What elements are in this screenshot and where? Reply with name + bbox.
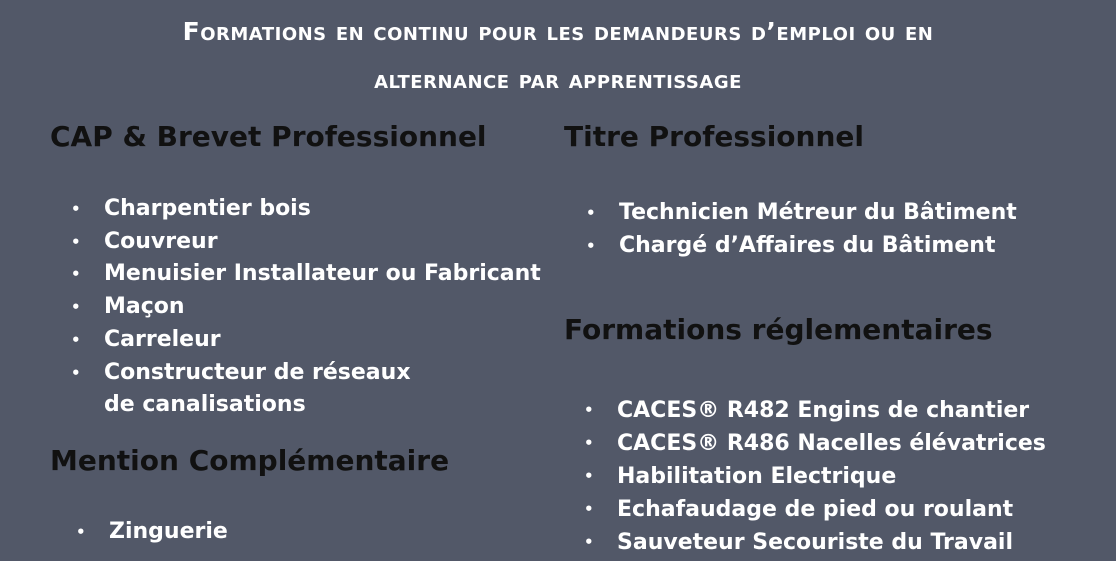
list-item: • Echafaudage de pied ou roulant	[617, 493, 1046, 526]
list-item: • Carreleur	[104, 324, 541, 357]
list-item: • CACES® R482 Engins de chantier	[617, 394, 1046, 427]
list-item: • Constructeur de réseaux	[104, 357, 541, 390]
page-title-line-2: alternance par apprentissage	[374, 65, 742, 94]
list-item: • Sauveteur Secouriste du Travail	[617, 526, 1046, 559]
reglementaires-list	[617, 394, 1046, 559]
list-item: • Habilitation Electrique	[617, 460, 1046, 493]
section-heading-titre: Titre Professionnel	[564, 120, 864, 153]
mention-list	[109, 516, 228, 549]
list-item: • Technicien Métreur du Bâtiment	[619, 197, 1017, 230]
list-item: • CACES® R486 Nacelles élévatrices	[617, 427, 1046, 460]
page-title-line-1: Formations en continu pour les demandeurs d’emploi ou en	[182, 17, 934, 46]
list-item: • Menuisier Installateur ou Fabricant	[104, 258, 541, 291]
section-heading-mention: Mention Complémentaire	[50, 444, 450, 477]
list-item-continuation: de canalisations	[104, 392, 306, 418]
list-item: • Chargé d’Affaires du Bâtiment	[619, 230, 1017, 263]
titre-list	[619, 197, 1017, 262]
page-title	[0, 8, 1116, 104]
section-heading-cap: CAP & Brevet Professionnel	[50, 120, 487, 153]
cap-list	[104, 193, 541, 422]
list-item: • Zinguerie	[109, 516, 228, 549]
list-item: • Couvreur	[104, 226, 541, 259]
list-item: • Charpentier bois	[104, 193, 541, 226]
list-item: • Maçon	[104, 291, 541, 324]
section-heading-reglementaires: Formations réglementaires	[564, 313, 993, 346]
